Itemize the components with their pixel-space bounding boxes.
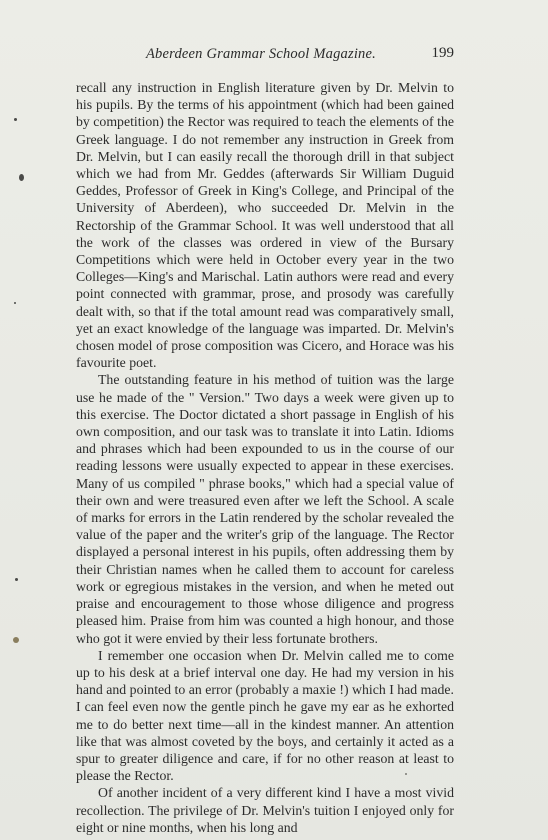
ink-spot (19, 174, 24, 181)
paragraph: recall any instruction in English literature given by Dr. Melvin to his pupils. By the terms of his appointment (which had been gained by competition) the Rector was required to teach the elements of the Greek language. I do not remember any instruction in Greek from Dr. Melvin, but I can easily recall the thorough drill in that subject which we had from Mr. Geddes (afterwards Sir William Duguid Geddes, Professor of Greek in King's College, and Principal of the University of Aberdeen), who succeeded Dr. Melvin in the Rectorship of the Grammar School. It was well understood that all the work of the classes was ordered in view of the Bursary Competitions which were held in October every year in the two Colleges—King's and Marischal. Latin authors were read and every point connected with grammar, prose, and prosody was carefully dealt with, so that if the total amount read was comparatively small, yet an exact knowledge of the language was imparted. Dr. Melvin's chosen model of prose composition was Cicero, and Horace was his favourite poet. (76, 80, 454, 371)
ink-spot (14, 302, 16, 304)
ink-spot (405, 773, 407, 775)
running-title: Aberdeen Grammar School Magazine. (146, 46, 376, 62)
page-number: 199 (431, 45, 454, 61)
ink-spot (15, 578, 18, 581)
paragraph: I remember one occasion when Dr. Melvin called me to come up to his desk at a brief interval one day. He had my version in his hand and pointed to an error (probably a maxie !) which I had made. I can feel even now the gentle pinch he gave my ear as he exhorted me to do better next time—all in the kindest manner. An attention like that was almost coveted by the boys, and certainly it acted as a spur to greater diligence and care, if for no other reason at least to please the Rector. (76, 647, 454, 784)
ink-spot (13, 637, 19, 643)
paragraph: Of another incident of a very different kind I have a most vivid recollection. The privilege of Dr. Melvin's tuition I enjoyed only for eight or nine months, when his long and (76, 785, 454, 835)
running-head (76, 46, 454, 66)
body-text (76, 79, 454, 836)
ink-spot (14, 118, 17, 121)
paragraph: The outstanding feature in his method of tuition was the large use he made of the " Version." Two days a week were given up to this exercise. The Doctor dictated a short passage in English of his own composition, and our task was to translate it into Latin. Idioms and phrases which had been expounded to us in the course of our reading lessons were usually expected to appear in these exercises. Many of us compiled " phrase books," which had a special value of their own and were treasured even after we left the School. A scale of marks for errors in the Latin rendered by the scholar revealed the value of the paper and the writer's grip of the language. The Rector displayed a personal interest in his pupils, often addressing them by their Christian names when he called them to account for careless work or egregious mistakes in the version, and when he meted out praise and encouragement to those whose diligence and progress pleased him. Praise from him was counted a high honour, and those who got it were envied by their less fortunate brothers. (76, 372, 454, 646)
